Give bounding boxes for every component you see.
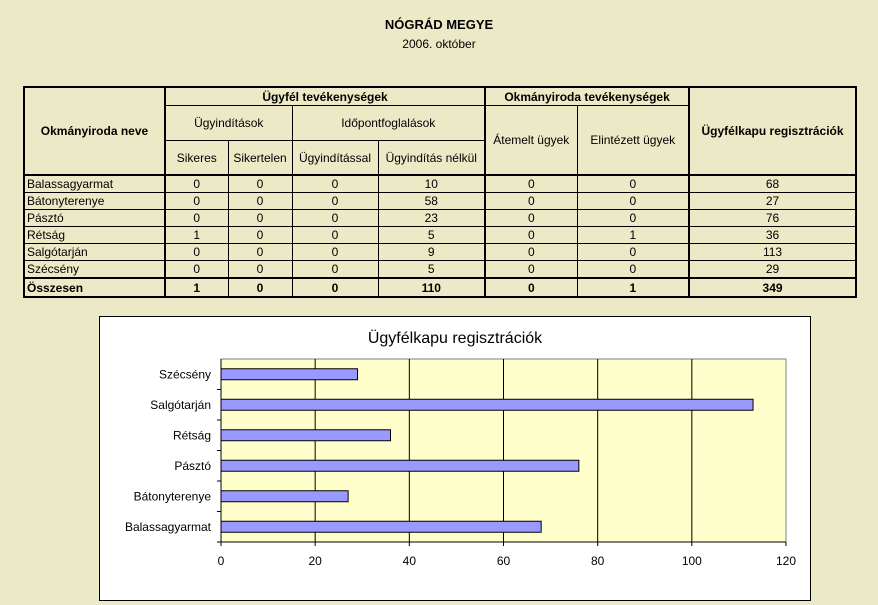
bar-chart (100, 317, 810, 600)
col-without-initiation: Ügyindítás nélkül (378, 141, 485, 176)
value-cell: 0 (577, 244, 689, 261)
category-label: Rétság (172, 428, 211, 443)
value-cell: 1 (165, 278, 228, 297)
category-label: Pásztó (174, 458, 211, 473)
value-cell: 27 (689, 193, 856, 210)
table-row (24, 175, 856, 193)
col-kapu-registrations: Ügyfélkapu regisztrációk (689, 87, 856, 175)
page-subtitle: 2006. október (402, 37, 476, 51)
bar (221, 460, 579, 471)
value-cell: 0 (228, 175, 292, 193)
chart-title: Ügyfélkapu regisztrációk (367, 330, 543, 347)
value-cell: 5 (378, 261, 485, 279)
value-cell: 0 (485, 210, 577, 227)
value-cell: 58 (378, 193, 485, 210)
value-cell: 0 (228, 193, 292, 210)
table-row (24, 261, 856, 279)
office-name-cell: Salgótarján (24, 244, 165, 261)
col-transferred: Átemelt ügyek (485, 106, 577, 176)
value-cell: 110 (378, 278, 485, 297)
sub-initiations: Ügyindítások (165, 106, 292, 141)
col-office-name: Okmányiroda neve (24, 87, 165, 175)
bar (221, 521, 541, 532)
value-cell: 0 (485, 278, 577, 297)
table-row (24, 227, 856, 244)
value-cell: 0 (292, 227, 378, 244)
group-office-activities: Okmányiroda tevékenységek (485, 87, 689, 106)
value-cell: 0 (228, 261, 292, 279)
table-body (24, 175, 856, 297)
value-cell: 0 (292, 193, 378, 210)
value-cell: 10 (378, 175, 485, 193)
category-label: Salgótarján (150, 397, 211, 412)
bar (221, 369, 358, 380)
sub-bookings: Időpontfoglalások (292, 106, 485, 141)
page-title: NÓGRÁD MEGYE (384, 17, 494, 32)
x-tick-label: 100 (681, 554, 702, 568)
value-cell: 0 (292, 261, 378, 279)
office-name-cell: Összesen (24, 278, 165, 297)
category-label: Bátonyterenye (133, 489, 211, 504)
bar (221, 430, 391, 441)
table-row (24, 244, 856, 261)
office-name-cell: Rétság (24, 227, 165, 244)
value-cell: 0 (485, 227, 577, 244)
x-tick-label: 40 (402, 554, 417, 568)
value-cell: 5 (378, 227, 485, 244)
value-cell: 68 (689, 175, 856, 193)
group-client-activities: Ügyfél tevékenységek (165, 87, 485, 106)
value-cell: 0 (292, 244, 378, 261)
value-cell: 0 (292, 278, 378, 297)
value-cell: 0 (485, 261, 577, 279)
value-cell: 0 (577, 175, 689, 193)
value-cell: 113 (689, 244, 856, 261)
value-cell: 0 (577, 193, 689, 210)
value-cell: 0 (485, 244, 577, 261)
bar (221, 491, 348, 502)
office-name-cell: Szécsény (24, 261, 165, 279)
x-tick-label: 80 (590, 554, 605, 568)
x-tick-label: 0 (217, 554, 225, 568)
value-cell: 36 (689, 227, 856, 244)
col-success: Sikeres (165, 141, 228, 176)
office-name-cell: Bátonyterenye (24, 193, 165, 210)
value-cell: 0 (165, 175, 228, 193)
value-cell: 0 (577, 261, 689, 279)
value-cell: 0 (228, 210, 292, 227)
value-cell: 0 (165, 193, 228, 210)
chart-area (99, 316, 811, 601)
value-cell: 0 (165, 244, 228, 261)
col-with-initiation: Ügyindítással (292, 141, 378, 176)
value-cell: 1 (577, 278, 689, 297)
office-name-cell: Balassagyarmat (24, 175, 165, 193)
value-cell: 29 (689, 261, 856, 279)
col-fail: Sikertelen (228, 141, 292, 176)
bar (221, 399, 753, 410)
value-cell: 0 (485, 193, 577, 210)
value-cell: 0 (577, 210, 689, 227)
value-cell: 76 (689, 210, 856, 227)
value-cell: 1 (577, 227, 689, 244)
value-cell: 0 (292, 175, 378, 193)
value-cell: 349 (689, 278, 856, 297)
value-cell: 1 (165, 227, 228, 244)
table-row (24, 193, 856, 210)
x-tick-label: 20 (308, 554, 322, 568)
category-label: Balassagyarmat (124, 519, 211, 534)
value-cell: 0 (292, 210, 378, 227)
col-settled: Elintézett ügyek (577, 106, 689, 176)
x-tick-label: 120 (775, 554, 797, 568)
data-table (23, 86, 857, 298)
table-total-row (24, 278, 856, 297)
x-tick-label: 60 (496, 554, 511, 568)
value-cell: 0 (228, 244, 292, 261)
value-cell: 0 (165, 261, 228, 279)
value-cell: 23 (378, 210, 485, 227)
value-cell: 0 (228, 278, 292, 297)
value-cell: 9 (378, 244, 485, 261)
table-row (24, 210, 856, 227)
value-cell: 0 (228, 227, 292, 244)
value-cell: 0 (165, 210, 228, 227)
category-label: Szécsény (158, 367, 211, 382)
office-name-cell: Pásztó (24, 210, 165, 227)
value-cell: 0 (485, 175, 577, 193)
